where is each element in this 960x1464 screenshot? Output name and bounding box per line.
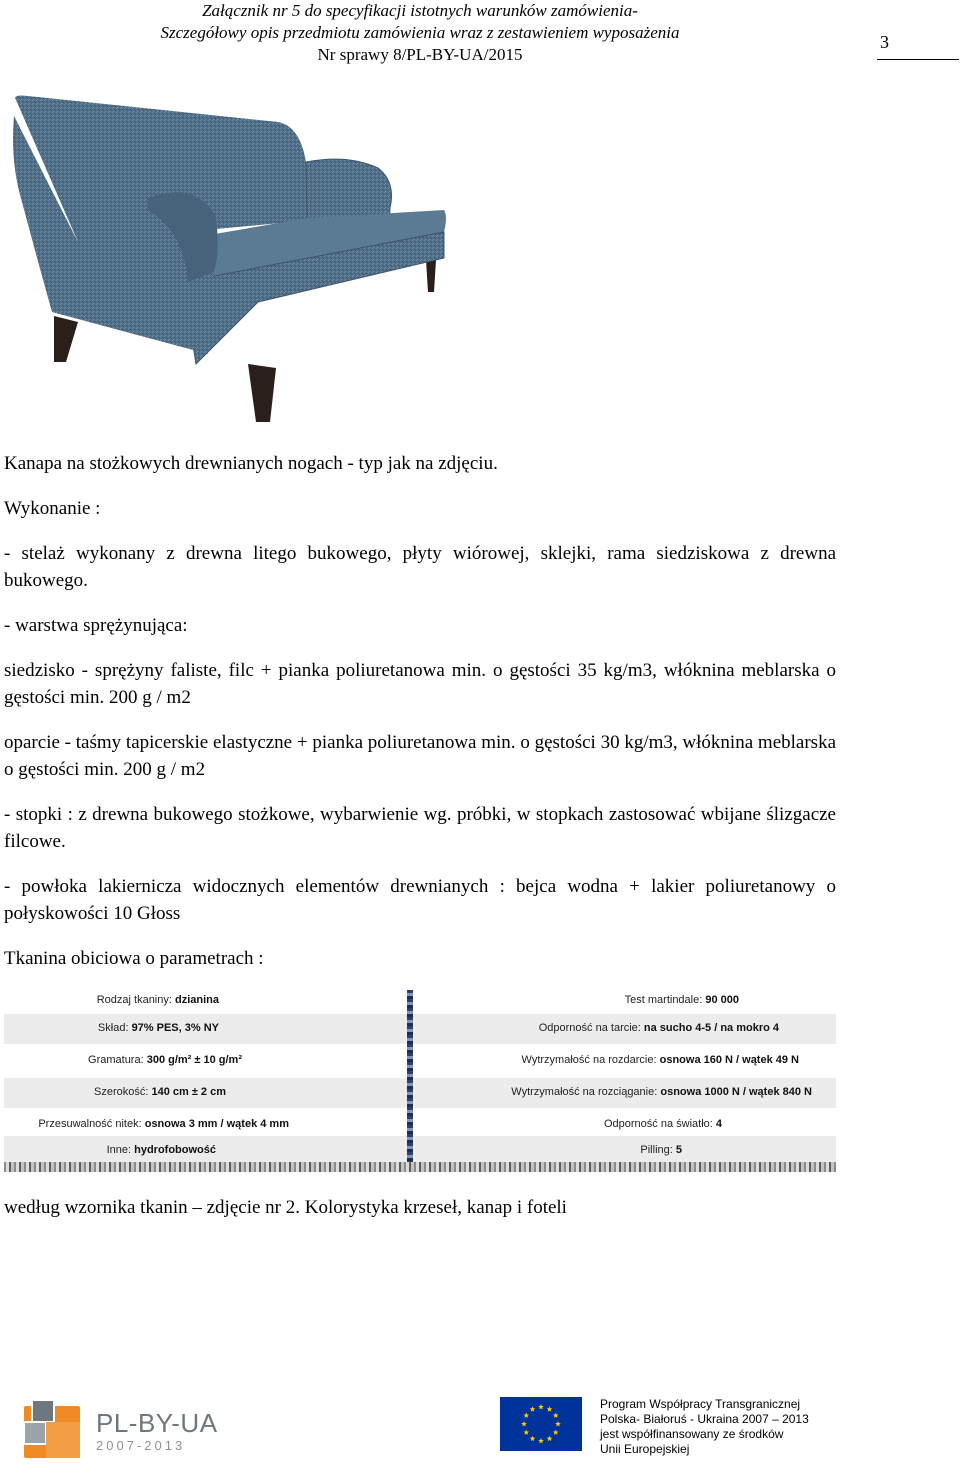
specification-body [4, 450, 836, 972]
fabric-sample-reference: według wzornika tkanin – zdjęcie nr 2. Kolorystyka krzeseł, kanap i foteli [4, 1197, 567, 1218]
fabric-label: Przesuwalność nitek: [38, 1118, 145, 1130]
fabric-value: 300 g/m² ± 10 g/m² [146, 1054, 242, 1066]
program-cofinancing-note [600, 1397, 809, 1457]
fabric-value: na sucho 4-5 / na mokro 4 [643, 1022, 779, 1034]
fabric-label: Odporność na tarcie: [538, 1022, 644, 1034]
program-line: Polska- Białoruś - Ukraina 2007 – 2013 [600, 1412, 809, 1426]
fabric-sample-stripe [407, 990, 413, 1170]
fabric-label: Test martindale: [624, 994, 706, 1006]
fabric-value: osnowa 1000 N / wątek 840 N [660, 1086, 812, 1098]
eu-flag-icon [500, 1397, 582, 1451]
fabric-sample-edge [4, 1162, 836, 1172]
backrest-spec: oparcie - taśmy tapicerskie elastyczne + pianka poliuretanowa min. o gęstości 30 kg/m3, włóknina meblarska o gęstości min. 200 g / m2 [4, 732, 836, 780]
document-header [0, 0, 840, 66]
program-logo-years: 2007-2013 [96, 1438, 186, 1453]
varnish-spec: - powłoka lakiernicza widocznych elementów drewnianych : bejca wodna + lakier poliuretanowy o połyskowości 10 Głoss [4, 876, 836, 924]
sofa-photo [8, 92, 448, 428]
fabric-label: Wytrzymałość na rozdarcie: [521, 1054, 660, 1066]
fabric-heading: Tkanina obiciowa o parametrach : [4, 948, 264, 969]
fabric-row [4, 1078, 836, 1108]
fabric-value: osnowa 160 N / wątek 49 N [659, 1054, 799, 1066]
program-line: jest współfinansowany ze środków [600, 1427, 784, 1441]
fabric-label: Rodzaj tkaniny: [96, 994, 175, 1006]
fabric-value: 90 000 [705, 994, 739, 1006]
fabric-label: Szerokość: [94, 1086, 152, 1098]
execution-heading: Wykonanie : [4, 498, 101, 519]
fabric-label: Inne: [106, 1144, 135, 1156]
page-number-underline [877, 59, 959, 60]
program-line: Program Współpracy Transgranicznej [600, 1397, 801, 1411]
fabric-value: dzianina [174, 994, 219, 1006]
frame-spec: - stelaż wykonany z drewna litego bukowego, płyty wiórowej, sklejki, rama siedziskowa z drewna bukowego. [4, 543, 836, 591]
header-line-case-number: Nr sprawy 8/PL-BY-UA/2015 [317, 45, 523, 64]
fabric-label: Skład: [97, 1022, 132, 1034]
fabric-value: 4 [715, 1118, 722, 1130]
fabric-row [4, 986, 836, 1016]
fabric-label: Pilling: [640, 1144, 676, 1156]
seat-spec: siedzisko - sprężyny faliste, filc + pianka poliuretanowa min. o gęstości 35 kg/m3, włóknina meblarska o gęstości min. 200 g / m2 [4, 660, 836, 708]
fabric-value: hydrofobowość [134, 1144, 216, 1156]
legs-spec: - stopki : z drewna bukowego stożkowe, wybarwienie wg. próbki, w stopkach zastosować wbijane ślizgacze filcowe. [4, 804, 836, 852]
header-line-description: Szczegółowy opis przedmiotu zamówienia wraz z zestawieniem wyposażenia [160, 23, 680, 42]
program-logo-text: PL-BY-UA [96, 1408, 218, 1438]
item-title: Kanapa na stożkowych drewnianych nogach - typ jak na zdjęciu. [4, 453, 498, 474]
fabric-value: 97% PES, 3% NY [131, 1022, 219, 1034]
fabric-value: 140 cm ± 2 cm [151, 1086, 226, 1098]
fabric-row [4, 1014, 836, 1044]
fabric-row [4, 1046, 836, 1076]
sample-note [4, 1194, 836, 1221]
fabric-label: Gramatura: [88, 1054, 147, 1066]
program-line: Unii Europejskiej [600, 1442, 690, 1456]
fabric-value: osnowa 3 mm / wątek 4 mm [144, 1118, 289, 1130]
header-line-attachment: Załącznik nr 5 do specyfikacji istotnych warunków zamówienia- [202, 1, 638, 20]
pl-by-ua-logo-icon [22, 1398, 92, 1460]
fabric-parameters-table [4, 986, 836, 1174]
spring-layer-heading: - warstwa sprężynująca: [4, 615, 188, 636]
fabric-label: Wytrzymałość na rozciąganie: [511, 1086, 661, 1098]
fabric-row [4, 1136, 836, 1162]
page-number: 3 [880, 32, 889, 52]
fabric-value: 5 [675, 1144, 682, 1156]
fabric-label: Odporność na światło: [603, 1118, 716, 1130]
